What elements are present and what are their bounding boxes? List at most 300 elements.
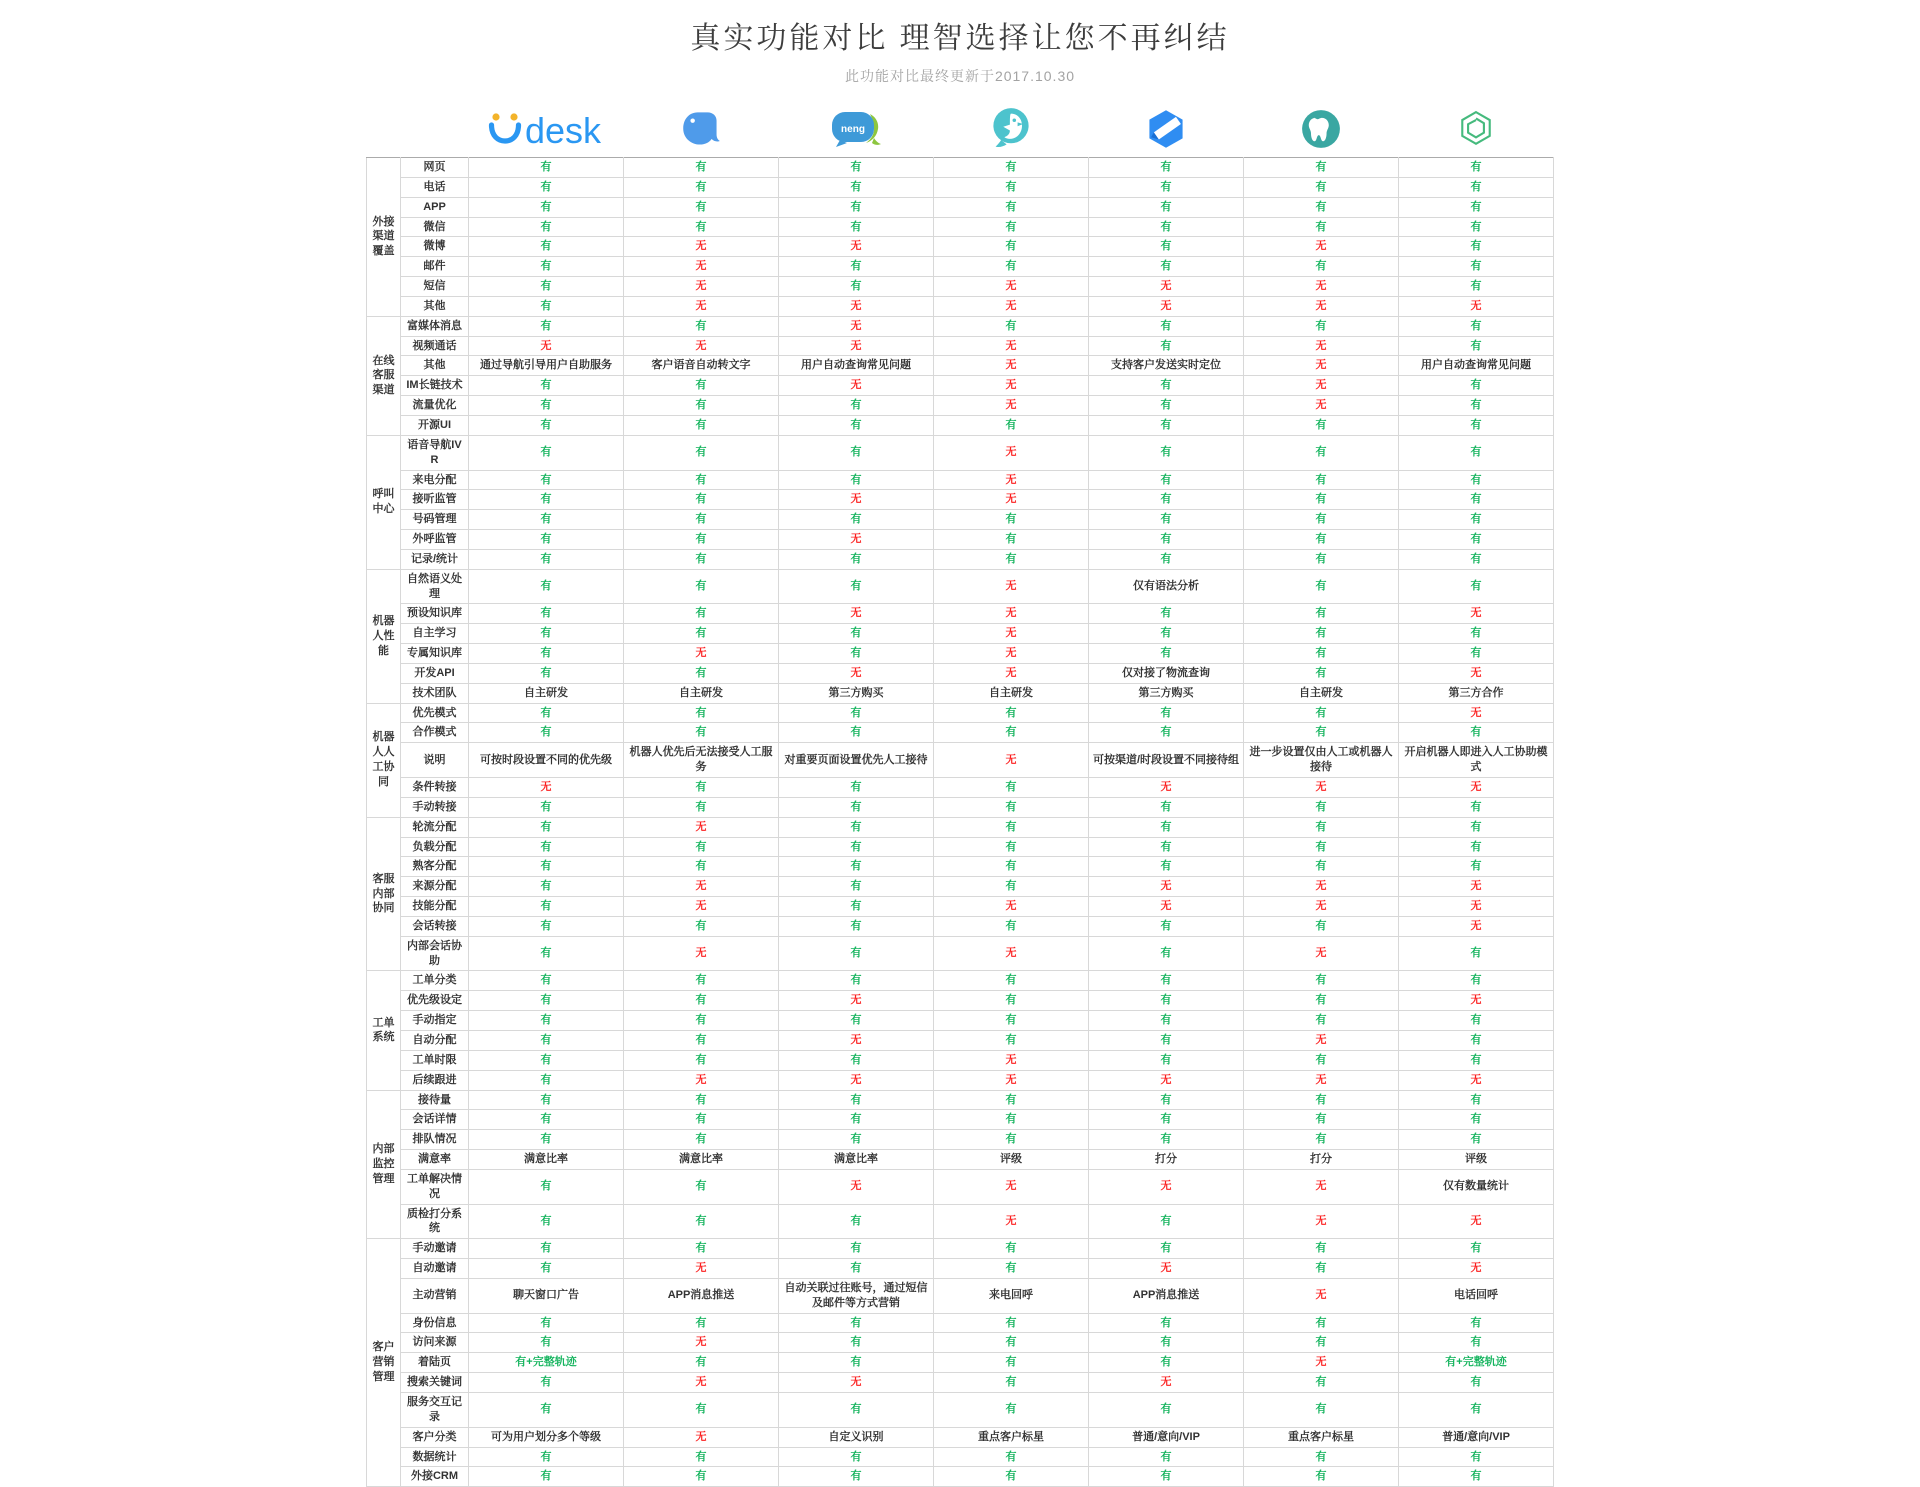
feature-label: 工单时限 (401, 1050, 469, 1070)
table-row (367, 257, 1554, 277)
feature-cell: 有 (934, 415, 1089, 435)
feature-cell: 无 (779, 296, 934, 316)
feature-cell: 有 (469, 470, 624, 490)
feature-cell: 第三方购买 (1089, 683, 1244, 703)
feature-cell: 有 (779, 435, 934, 470)
feature-cell: 有 (1089, 837, 1244, 857)
feature-cell: 有 (779, 1353, 934, 1373)
feature-label: 轮流分配 (401, 817, 469, 837)
feature-cell: 有 (1244, 197, 1399, 217)
feature-cell: 有 (1399, 1011, 1554, 1031)
feature-cell: 电话回呼 (1399, 1278, 1554, 1313)
feature-cell: 有 (469, 376, 624, 396)
feature-cell: 有 (469, 296, 624, 316)
feature-cell: 有 (1089, 1467, 1244, 1487)
feature-label: 数据统计 (401, 1447, 469, 1467)
feature-cell: 有 (469, 723, 624, 743)
feature-label: 来源分配 (401, 877, 469, 897)
feature-cell: 有 (1399, 158, 1554, 178)
feature-cell: 有 (934, 197, 1089, 217)
feature-cell: 无 (779, 1030, 934, 1050)
feature-label: 优先级设定 (401, 991, 469, 1011)
feature-cell: 无 (624, 237, 779, 257)
feature-cell: 无 (934, 1169, 1089, 1204)
feature-cell: 有 (624, 971, 779, 991)
feature-cell: 有 (1244, 1011, 1399, 1031)
feature-cell: 无 (1089, 877, 1244, 897)
table-row (367, 1393, 1554, 1428)
feature-cell: 有 (1089, 237, 1244, 257)
feature-cell: 有 (624, 158, 779, 178)
feature-cell: 自动关联过往账号，通过短信及邮件等方式营销 (779, 1278, 934, 1313)
feature-cell: 有 (469, 1011, 624, 1031)
feature-label: 工单解决情况 (401, 1169, 469, 1204)
feature-cell: 有 (1089, 1239, 1244, 1259)
feature-label: 优先模式 (401, 703, 469, 723)
feature-cell: 无 (1244, 237, 1399, 257)
feature-label: 视频通话 (401, 336, 469, 356)
feature-label: 工单分类 (401, 971, 469, 991)
feature-cell: 有 (624, 177, 779, 197)
feature-cell: 有 (469, 1393, 624, 1428)
feature-cell: 无 (1399, 296, 1554, 316)
feature-cell: 有 (624, 1239, 779, 1259)
feature-cell: 无 (1244, 1169, 1399, 1204)
feature-cell: 有 (934, 177, 1089, 197)
feature-cell: 无 (934, 356, 1089, 376)
feature-cell: 有 (1399, 936, 1554, 971)
feature-cell: 进一步设置仅由人工或机器人接待 (1244, 743, 1399, 778)
section-label: 呼叫中心 (367, 435, 401, 569)
table-row (367, 644, 1554, 664)
feature-cell: 有 (624, 217, 779, 237)
feature-cell: 有 (469, 916, 624, 936)
feature-cell: 无 (934, 376, 1089, 396)
feature-cell: 满意比率 (469, 1150, 624, 1170)
feature-cell: 有 (1399, 316, 1554, 336)
feature-cell: 有 (934, 817, 1089, 837)
feature-cell: 无 (624, 817, 779, 837)
feature-cell: 有 (1089, 1393, 1244, 1428)
table-row (367, 797, 1554, 817)
product-logo-green-spiral (1399, 103, 1554, 155)
feature-cell: 无 (779, 1070, 934, 1090)
feature-cell: 有 (1244, 1333, 1399, 1353)
feature-cell: 有 (934, 158, 1089, 178)
feature-cell: 无 (779, 1169, 934, 1204)
feature-cell: 自主研发 (934, 683, 1089, 703)
feature-cell: 无 (469, 778, 624, 798)
feature-cell: 有 (1244, 703, 1399, 723)
feature-cell: 有 (1089, 1011, 1244, 1031)
feature-cell: 有 (624, 1110, 779, 1130)
feature-label: 自动分配 (401, 1030, 469, 1050)
feature-cell: 有 (1089, 435, 1244, 470)
feature-cell: 满意比率 (779, 1150, 934, 1170)
feature-cell: 无 (1399, 778, 1554, 798)
feature-cell: 有 (1244, 470, 1399, 490)
feature-cell: 无 (1399, 604, 1554, 624)
feature-cell: 有 (934, 217, 1089, 237)
table-row (367, 778, 1554, 798)
feature-cell: 有 (1089, 604, 1244, 624)
feature-label: 短信 (401, 277, 469, 297)
table-row (367, 1467, 1554, 1487)
feature-cell: 满意比率 (624, 1150, 779, 1170)
feature-cell: 有 (469, 277, 624, 297)
table-row (367, 277, 1554, 297)
feature-cell: 有 (1244, 490, 1399, 510)
feature-cell: 有 (1244, 257, 1399, 277)
feature-cell: 无 (779, 530, 934, 550)
feature-cell: 有 (779, 217, 934, 237)
feature-cell: 有 (934, 316, 1089, 336)
feature-cell: 有 (469, 237, 624, 257)
feature-cell: 有 (934, 991, 1089, 1011)
feature-cell: 有 (934, 1313, 1089, 1333)
feature-cell: 可按时段设置不同的优先级 (469, 743, 624, 778)
feature-cell: 无 (779, 237, 934, 257)
feature-cell: 有 (779, 1259, 934, 1279)
feature-cell: 无 (1089, 296, 1244, 316)
feature-cell: 有 (1244, 316, 1399, 336)
table-row (367, 1050, 1554, 1070)
feature-cell: 有 (1399, 470, 1554, 490)
feature-cell: 有 (934, 703, 1089, 723)
table-row (367, 296, 1554, 316)
table-row (367, 723, 1554, 743)
feature-label: 负载分配 (401, 837, 469, 857)
feature-cell: 有 (1244, 837, 1399, 857)
feature-cell: 有 (624, 1169, 779, 1204)
feature-cell: 有 (1399, 723, 1554, 743)
feature-cell: 有 (1244, 1467, 1399, 1487)
feature-cell: 可为用户划分多个等级 (469, 1427, 624, 1447)
table-row (367, 837, 1554, 857)
feature-label: 微信 (401, 217, 469, 237)
feature-cell: 有 (1089, 316, 1244, 336)
feature-cell: 有 (469, 217, 624, 237)
feature-cell: 无 (624, 277, 779, 297)
feature-cell: 有 (1089, 530, 1244, 550)
feature-cell: 有 (779, 396, 934, 416)
feature-cell: 重点客户标星 (1244, 1427, 1399, 1447)
feature-cell: 有 (1399, 1050, 1554, 1070)
feature-cell: 第三方购买 (779, 683, 934, 703)
feature-cell: 有 (934, 1011, 1089, 1031)
feature-label: 手动邀请 (401, 1239, 469, 1259)
feature-cell: 有 (1399, 857, 1554, 877)
feature-cell: 有 (934, 1447, 1089, 1467)
feature-cell: 有 (1089, 991, 1244, 1011)
feature-cell: 有 (469, 177, 624, 197)
feature-cell: 无 (469, 336, 624, 356)
feature-cell: 有 (624, 1130, 779, 1150)
neng-chat-bubble-logo (830, 108, 882, 150)
feature-cell: 有 (1089, 197, 1244, 217)
section-label: 机器人性能 (367, 569, 401, 703)
feature-label: 主动营销 (401, 1278, 469, 1313)
feature-cell: 用户自动查询常见问题 (779, 356, 934, 376)
feature-cell: 有 (1399, 1393, 1554, 1428)
feature-cell: 有 (1244, 217, 1399, 237)
feature-cell: 普通/意向/VIP (1089, 1427, 1244, 1447)
table-row (367, 703, 1554, 723)
feature-cell: 有 (1399, 817, 1554, 837)
feature-cell: 无 (934, 1070, 1089, 1090)
table-row (367, 683, 1554, 703)
feature-cell: 有 (1244, 663, 1399, 683)
feature-cell: 有 (1089, 1333, 1244, 1353)
feature-cell: 有 (1399, 1110, 1554, 1130)
feature-cell: 有 (934, 1239, 1089, 1259)
feature-cell: 有 (934, 857, 1089, 877)
table-row (367, 897, 1554, 917)
feature-label: 会话转接 (401, 916, 469, 936)
feature-cell: 有 (469, 530, 624, 550)
feature-cell: 有 (934, 1393, 1089, 1428)
feature-cell: 有 (1244, 177, 1399, 197)
feature-cell: 无 (934, 743, 1089, 778)
table-row (367, 1011, 1554, 1031)
feature-cell: 有 (624, 396, 779, 416)
table-row (367, 549, 1554, 569)
feature-cell: 有 (469, 936, 624, 971)
feature-cell: 有 (779, 877, 934, 897)
teal-bird-circle-logo (991, 107, 1031, 151)
feature-cell: 有 (779, 916, 934, 936)
feature-cell: 有 (1399, 569, 1554, 604)
feature-cell: 无 (624, 877, 779, 897)
feature-cell: 可按渠道/时段设置不同接待组 (1089, 743, 1244, 778)
table-row (367, 177, 1554, 197)
feature-cell: 有 (1399, 1447, 1554, 1467)
feature-cell: 有 (1244, 1393, 1399, 1428)
green-hexagon-spiral-logo (1458, 110, 1494, 148)
feature-cell: 有 (1089, 257, 1244, 277)
feature-cell: 有 (1089, 1353, 1244, 1373)
feature-label: 接待量 (401, 1090, 469, 1110)
feature-label: 开发API (401, 663, 469, 683)
feature-cell: 有 (624, 316, 779, 336)
feature-cell: 有 (469, 1467, 624, 1487)
table-row (367, 316, 1554, 336)
feature-cell: 无 (934, 1050, 1089, 1070)
feature-cell: 有 (469, 1169, 624, 1204)
feature-cell: 有 (934, 1110, 1089, 1130)
feature-cell: 有 (779, 1110, 934, 1130)
feature-cell: 无 (934, 435, 1089, 470)
table-row (367, 336, 1554, 356)
blue-hexagon-check-logo (1145, 109, 1187, 149)
feature-cell: 有 (1244, 817, 1399, 837)
feature-cell: 有 (624, 778, 779, 798)
feature-cell: 无 (1089, 1169, 1244, 1204)
feature-cell: 无 (1399, 916, 1554, 936)
table-row (367, 743, 1554, 778)
feature-cell: 有 (779, 723, 934, 743)
feature-cell: 有 (1089, 1447, 1244, 1467)
feature-cell: 有 (1399, 217, 1554, 237)
feature-cell: 无 (934, 396, 1089, 416)
feature-cell: 无 (1399, 991, 1554, 1011)
feature-cell: 打分 (1089, 1150, 1244, 1170)
feature-cell: 第三方合作 (1399, 683, 1554, 703)
feature-cell: 有 (1089, 916, 1244, 936)
feature-cell: 有 (624, 549, 779, 569)
feature-label: 手动转接 (401, 797, 469, 817)
feature-cell: 有 (469, 857, 624, 877)
feature-cell: 有 (1244, 435, 1399, 470)
page-title: 真实功能对比 理智选择让您不再纠结 (690, 22, 1230, 55)
feature-cell: 无 (934, 277, 1089, 297)
section-label: 机器人人工协同 (367, 703, 401, 817)
feature-label: 预设知识库 (401, 604, 469, 624)
feature-cell: 有 (1089, 510, 1244, 530)
table-row (367, 237, 1554, 257)
feature-cell: 有 (779, 569, 934, 604)
feature-cell: 有 (624, 991, 779, 1011)
feature-cell: 有 (469, 1050, 624, 1070)
table-row (367, 1333, 1554, 1353)
feature-cell: 有 (934, 530, 1089, 550)
feature-label: 会话详情 (401, 1110, 469, 1130)
feature-cell: 有 (1089, 549, 1244, 569)
feature-cell: 有 (779, 1447, 934, 1467)
feature-cell: 有 (934, 916, 1089, 936)
feature-label: 满意率 (401, 1150, 469, 1170)
feature-cell: 有 (624, 663, 779, 683)
feature-cell: 无 (934, 336, 1089, 356)
feature-cell: 有 (779, 277, 934, 297)
feature-cell: 有 (1089, 158, 1244, 178)
feature-cell: 有 (779, 415, 934, 435)
feature-cell: 有 (1244, 1239, 1399, 1259)
feature-cell: 有 (624, 916, 779, 936)
feature-cell: 有 (934, 1373, 1089, 1393)
feature-cell: 有 (1399, 1030, 1554, 1050)
feature-cell: 无 (1244, 897, 1399, 917)
feature-cell: 有 (624, 1447, 779, 1467)
feature-cell: 有 (469, 197, 624, 217)
feature-label: 专属知识库 (401, 644, 469, 664)
product-logo-udesk (468, 103, 623, 155)
feature-cell: 有 (934, 837, 1089, 857)
table-row (367, 663, 1554, 683)
feature-label: 手动指定 (401, 1011, 469, 1031)
feature-cell: 有 (779, 1333, 934, 1353)
feature-label: 内部会话协助 (401, 936, 469, 971)
feature-cell: 有 (469, 569, 624, 604)
feature-cell: 有 (1089, 971, 1244, 991)
feature-label: 搜索关键词 (401, 1373, 469, 1393)
feature-cell: 有 (779, 1204, 934, 1239)
feature-cell: 无 (1399, 1259, 1554, 1279)
feature-cell: 无 (779, 1373, 934, 1393)
table-row (367, 1130, 1554, 1150)
feature-cell: 有 (779, 1467, 934, 1487)
feature-cell: 有 (469, 1130, 624, 1150)
product-logo-neng (778, 103, 933, 155)
table-row (367, 1110, 1554, 1130)
feature-cell: 有 (1244, 1313, 1399, 1333)
feature-cell: 无 (934, 663, 1089, 683)
feature-cell: 有 (1089, 1204, 1244, 1239)
feature-cell: 有 (469, 435, 624, 470)
feature-label: 电话 (401, 177, 469, 197)
feature-cell: 无 (779, 376, 934, 396)
feature-cell: 无 (1244, 1204, 1399, 1239)
feature-cell: 有 (1399, 376, 1554, 396)
feature-cell: 有 (469, 257, 624, 277)
feature-cell: 有 (1244, 971, 1399, 991)
feature-cell: 无 (1089, 778, 1244, 798)
feature-cell: APP消息推送 (624, 1278, 779, 1313)
feature-cell: 有 (779, 644, 934, 664)
feature-cell: 有 (1244, 415, 1399, 435)
feature-cell: 有 (624, 435, 779, 470)
feature-cell: 无 (1244, 356, 1399, 376)
feature-cell: 有 (469, 1373, 624, 1393)
svg-text:neng: neng (840, 124, 865, 135)
feature-cell: 有 (1244, 1373, 1399, 1393)
feature-cell: 有 (1089, 817, 1244, 837)
section-label: 客服内部协同 (367, 817, 401, 971)
table-row (367, 1278, 1554, 1313)
table-row (367, 857, 1554, 877)
feature-cell: 无 (779, 336, 934, 356)
feature-cell: 无 (624, 644, 779, 664)
feature-cell: 有 (1244, 916, 1399, 936)
feature-label: 接听监管 (401, 490, 469, 510)
feature-cell: 有 (779, 1130, 934, 1150)
feature-cell: 有 (1089, 490, 1244, 510)
feature-cell: 有 (779, 1393, 934, 1428)
feature-cell: 有 (624, 1011, 779, 1031)
feature-cell: 有 (624, 624, 779, 644)
feature-cell: 无 (1089, 1070, 1244, 1090)
feature-cell: 有 (624, 569, 779, 604)
feature-cell: 无 (624, 1070, 779, 1090)
feature-cell: 无 (1399, 877, 1554, 897)
feature-cell: 有 (469, 1333, 624, 1353)
feature-cell: 有 (624, 530, 779, 550)
table-row (367, 1427, 1554, 1447)
feature-cell: 无 (779, 604, 934, 624)
feature-cell: 有 (1244, 624, 1399, 644)
feature-cell: 打分 (1244, 1150, 1399, 1170)
feature-cell: 仅有数量统计 (1399, 1169, 1554, 1204)
feature-cell: 有 (1089, 857, 1244, 877)
feature-cell: 有 (469, 415, 624, 435)
feature-cell: 无 (1399, 663, 1554, 683)
feature-cell: 有 (469, 897, 624, 917)
feature-cell: 有 (1244, 569, 1399, 604)
feature-cell: 有 (624, 703, 779, 723)
feature-cell: 有 (1399, 257, 1554, 277)
section-label: 内部监控管理 (367, 1090, 401, 1239)
feature-cell: 有 (779, 797, 934, 817)
feature-cell: 有 (1089, 177, 1244, 197)
feature-cell: 无 (1399, 1204, 1554, 1239)
feature-cell: 有 (469, 1259, 624, 1279)
feature-cell: 有 (624, 470, 779, 490)
feature-label: 条件转接 (401, 778, 469, 798)
feature-cell: 自主研发 (624, 683, 779, 703)
table-row (367, 435, 1554, 470)
feature-cell: 机器人优先后无法接受人工服务 (624, 743, 779, 778)
feature-cell: 有 (469, 1110, 624, 1130)
